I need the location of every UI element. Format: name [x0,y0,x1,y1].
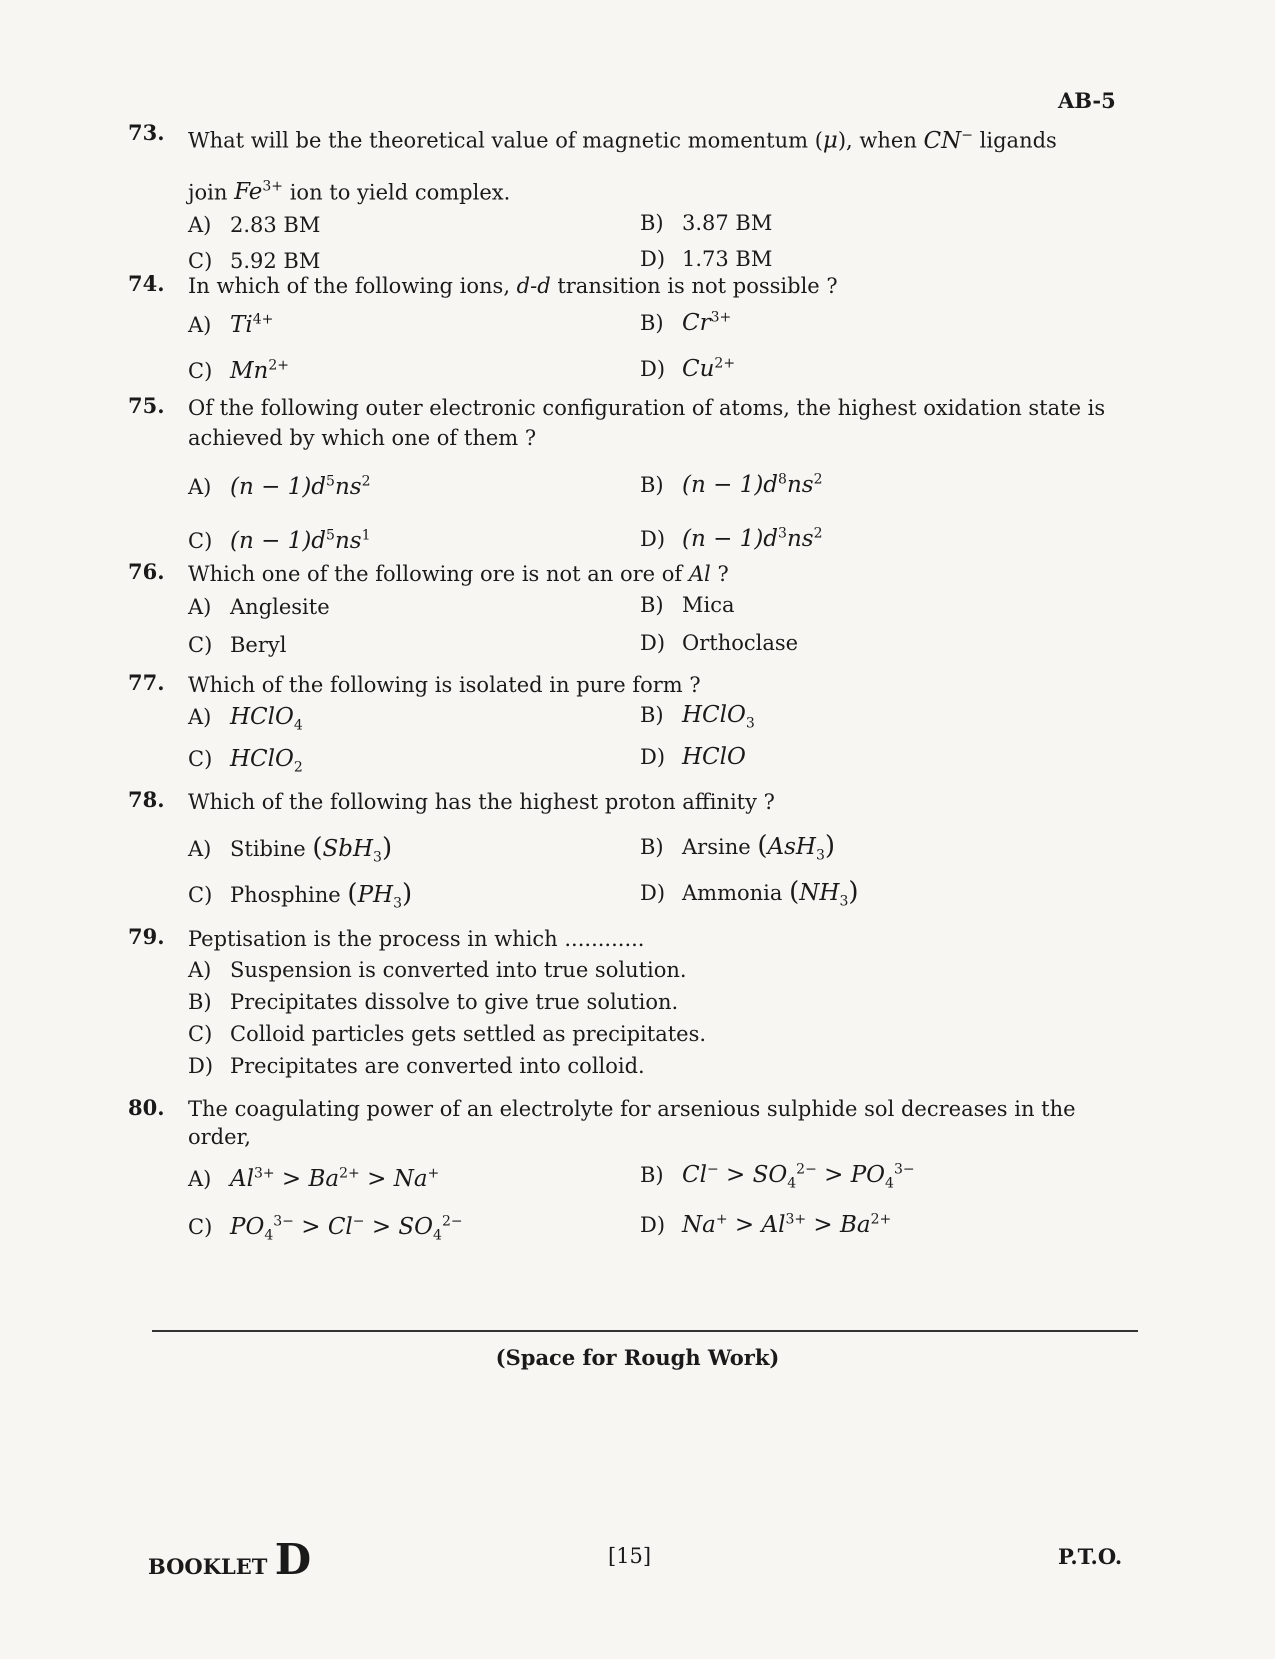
option-a: A) Anglesite [188,595,330,619]
question-number: 79. [128,924,165,949]
pto-label: P.T.O. [1058,1544,1123,1569]
option-c: C) $(n - 1)d^5ns^1$ [188,527,371,554]
booklet-label: BOOKLET D [148,1535,312,1584]
question-text: The coagulating power of an electrolyte for arsenious sulphide sol decreases in the order, [188,1097,1076,1149]
question-number: 73. [128,120,165,145]
question-77 [128,670,1128,776]
question-text: Which of the following is isolated in pure form ? [188,673,701,697]
option-b: B) Arsine (AsH$_3$) [640,831,836,864]
question-text: Of the following outer electronic configuration of atoms, the highest oxidation state is achieved by which one of them ? [188,396,1106,450]
question-number: 76. [128,559,165,584]
question-text: Peptisation is the process in which ............ [188,927,645,951]
question-number: 80. [128,1095,165,1120]
option-d: D) Precipitates are converted into colloid. [188,1054,645,1078]
question-74 [128,271,1128,384]
question-79 [128,924,1128,1078]
option-d: D) Orthoclase [640,631,799,655]
question-text-line-2: join $Fe^{3+}$ ion to yield complex. [188,178,511,206]
formula: $Fe^{3+}$ [234,178,284,206]
option-b: B) $Cl^- > SO_4^{2-} > PO_4^{3-}$ [640,1161,915,1192]
option-a: A) $(n - 1)d^5ns^2$ [188,473,371,500]
option-a: A) $Ti^{4+}$ [188,311,274,338]
option-d: D) HClO [640,744,746,770]
question-78 [128,787,1128,912]
option-c: C) HClO$_2$ [188,746,303,776]
option-a: A) Suspension is converted into true solution. [188,958,687,982]
option-b: B) $(n - 1)d^8ns^2$ [640,471,823,498]
page-number: [15] [608,1544,652,1568]
question-number: 75. [128,393,165,418]
divider [152,1330,1138,1332]
option-a: A) 2.83 BM [188,213,321,238]
booklet-letter: D [274,1535,312,1584]
option-a: A) $Al^{3+} > Ba^{2+} > Na^+$ [188,1165,440,1192]
option-c: C) $PO_4^{3-} > Cl^- > SO_4^{2-}$ [188,1213,463,1244]
question-text: In which of the following ions, d-d transition is not possible ? [188,274,838,298]
option-b: B) HClO$_3$ [640,702,755,732]
question-text: What will be the theoretical value of magnetic momentum (μ), when CN− ligands [188,127,1057,154]
question-number: 77. [128,670,165,695]
option-c: C) Beryl [188,633,287,657]
question-number: 74. [128,271,165,296]
option-d: D) 1.73 BM [640,247,773,272]
formula: CN− [923,127,973,154]
option-c: C) 5.92 BM [188,249,321,274]
question-text: Which of the following has the highest proton affinity ? [188,790,775,814]
option-d: D) $(n - 1)d^3ns^2$ [640,525,823,552]
option-d: D) $Na^+ > Al^{3+} > Ba^{2+}$ [640,1211,892,1238]
option-b: B) 3.87 BM [640,211,773,236]
option-b: B) $Cr^{3+}$ [640,309,732,336]
option-b: B) Mica [640,593,735,617]
question-number: 78. [128,787,165,812]
question-80 [128,1095,1128,1244]
question-75 [128,393,1128,554]
rough-work-label: (Space for Rough Work) [495,1345,780,1370]
option-b: B) Precipitates dissolve to give true solution. [188,990,679,1014]
option-c: C) $Mn^{2+}$ [188,357,290,384]
option-c: C) Colloid particles gets settled as precipitates. [188,1022,707,1046]
option-d: D) $Cu^{2+}$ [640,355,736,382]
option-a: A) HClO$_4$ [188,704,303,734]
option-d: D) Ammonia $(NH_3)$ [640,877,859,910]
question-73 [128,120,1128,274]
question-76 [128,559,1128,657]
question-text: Which one of the following ore is not an ore of Al ? [188,562,729,586]
paper-code: AB-5 [1058,88,1116,113]
option-c: C) Phosphine $(PH_3)$ [188,879,413,912]
option-a: A) Stibine (SbH$_3$) [188,833,393,866]
